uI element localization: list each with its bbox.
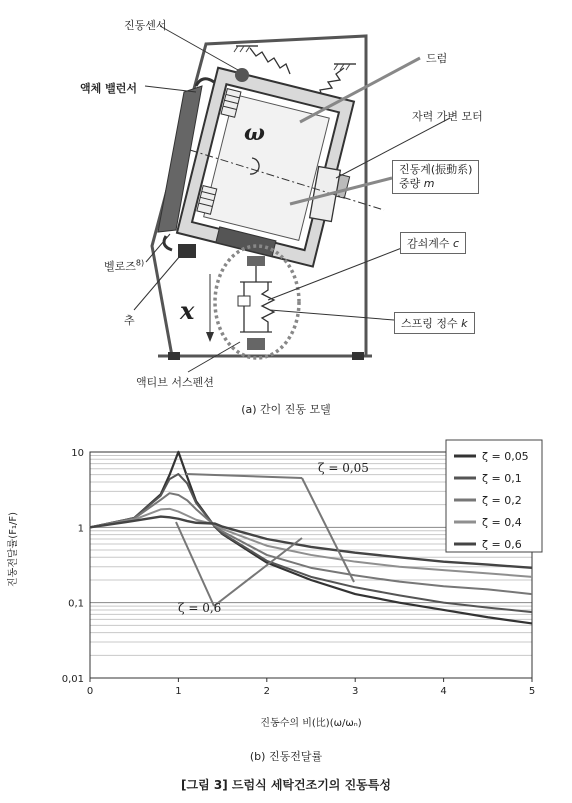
vibration-mass-box (392, 160, 479, 194)
displacement-symbol: x (180, 296, 195, 325)
chart-caption: (b) 진동전달률 (249, 750, 323, 763)
drum-label: 드럼 (426, 52, 448, 65)
x-tick-label: 3 (352, 686, 359, 697)
x-tick-label: 4 (440, 686, 447, 697)
legend-entry: ζ = 0,2 (482, 494, 522, 507)
legend-entry: ζ = 0,1 (482, 472, 522, 485)
figure-caption: [그림 3] 드럼식 세탁건조기의 진동특성 (181, 778, 391, 792)
liquid-balancer-label: 액체 밸런서 (80, 82, 137, 95)
annotation-zeta-005: ζ = 0,05 (318, 461, 369, 475)
y-tick-label: 10 (71, 448, 84, 459)
x-tick-label: 5 (528, 686, 536, 697)
y-axis-label: 진동전달률(F₁/F) (8, 512, 19, 587)
x-tick-label: 0 (86, 686, 94, 697)
y-tick-label: 0,01 (61, 674, 84, 685)
x-tick-label: 2 (263, 686, 270, 697)
omega-symbol: ω (244, 120, 265, 146)
bellows-label: 벨로즈$^{8)}$ (104, 258, 145, 273)
spring-constant-box: 스프링 정수 k (394, 312, 475, 334)
damping-coefficient-box: 감쇠계수 c (400, 232, 466, 254)
x-axis-label: 진동수의 비(比)(ω/ωₙ) (260, 718, 362, 729)
annotation-zeta-06: ζ = 0,6 (178, 601, 222, 615)
legend-entry: ζ = 0,6 (482, 538, 522, 551)
y-tick-label: 1 (77, 523, 84, 535)
y-tick-label: 0,1 (68, 598, 84, 610)
x-tick-label: 1 (175, 686, 182, 697)
vibration-sensor-label: 진동센서 (124, 19, 167, 32)
weight-label: 추 (124, 314, 135, 327)
variable-magnet-motor-label: 자력 가변 모터 (412, 110, 483, 123)
vibration-mass-line2: 중량 m (399, 177, 435, 190)
transmissibility-chart (0, 432, 572, 732)
active-suspension-label: 액티브 서스펜션 (136, 376, 214, 389)
legend-entry: ζ = 0,05 (482, 450, 529, 463)
legend-entry: ζ = 0,4 (482, 516, 522, 529)
diagram-caption: (a) 간이 진동 모델 (241, 403, 331, 416)
chart-legend (446, 440, 542, 552)
chart-plot (0, 432, 572, 732)
vibration-mass-line1: 진동계(振動系) (399, 163, 473, 176)
